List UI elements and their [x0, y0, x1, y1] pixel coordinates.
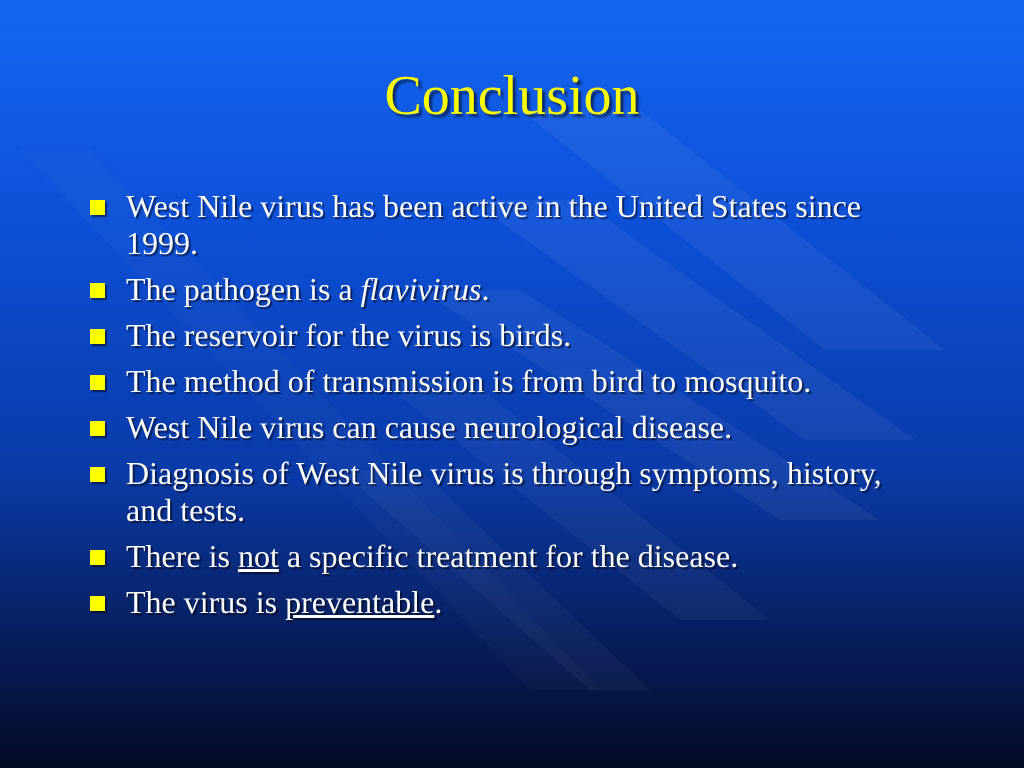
square-bullet-icon — [90, 200, 105, 215]
bullet-text-underlined: not — [237, 538, 279, 574]
square-bullet-icon — [90, 467, 105, 482]
bullet-item — [88, 538, 888, 575]
bullet-text: West Nile virus has been active in the United States since 1999. — [126, 188, 861, 261]
square-bullet-icon — [90, 375, 105, 390]
bullet-item — [88, 455, 888, 529]
bullet-text: The reservoir for the virus is birds. — [126, 317, 572, 353]
square-bullet-icon — [90, 596, 105, 611]
bullet-text-after: . — [434, 584, 443, 620]
square-bullet-icon — [90, 283, 105, 298]
bullet-text-before: The pathogen is a — [126, 271, 361, 307]
bullet-item — [88, 409, 888, 446]
bullet-text: Diagnosis of West Nile virus is through symptoms, history, and tests. — [126, 455, 882, 528]
bullet-text-before: There is — [126, 538, 238, 574]
bullet-item — [88, 271, 888, 308]
bullet-item — [88, 363, 888, 400]
bullet-item — [88, 317, 888, 354]
bullet-item — [88, 584, 888, 621]
bullet-text-after: . — [481, 271, 490, 307]
bullet-text-underlined: preventable — [285, 584, 435, 620]
bullet-text: The method of transmission is from bird to mosquito. — [126, 363, 812, 399]
bullet-text: West Nile virus can cause neurological disease. — [126, 409, 733, 445]
bullet-text-after: a specific treatment for the disease. — [278, 538, 739, 574]
slide-title: Conclusion — [384, 65, 640, 127]
bullet-item — [88, 188, 888, 262]
square-bullet-icon — [90, 421, 105, 436]
square-bullet-icon — [90, 329, 105, 344]
bullet-list — [88, 188, 888, 630]
square-bullet-icon — [90, 550, 105, 565]
bullet-text-before: The virus is — [126, 584, 286, 620]
bullet-text-italic: flavivirus — [360, 271, 482, 307]
